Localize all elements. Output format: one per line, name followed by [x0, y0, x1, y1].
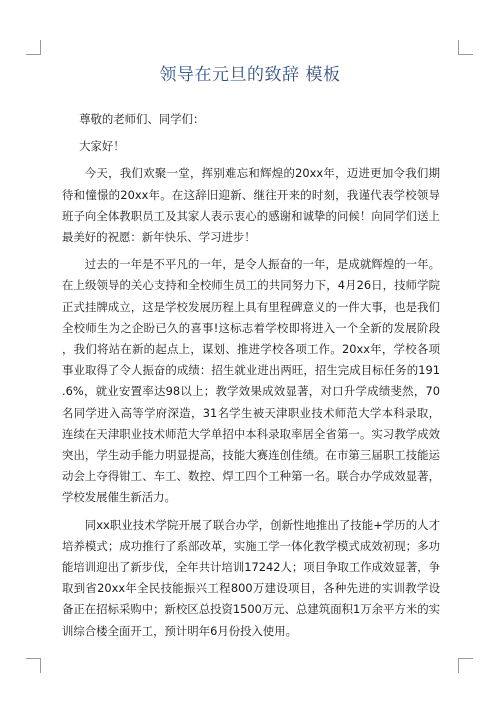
crop-mark-bottom-right [458, 658, 473, 673]
greeting: 大家好！ [79, 139, 125, 154]
document-title: 领导在元旦的致辞 模板 [159, 65, 341, 85]
crop-mark-bottom-left [26, 658, 41, 673]
document-body [62, 109, 440, 642]
crop-mark-top-right [458, 40, 473, 55]
paragraph-2: 过去的一年是不平凡的一年，是令人振奋的一年，是成就辉煌的一年。在上级领导的关心支持和全校师生员工的共同努力下，4月26日，技师学院正式挂牌成立，这是学校发展历程上具有里程碑意义的一件大事，也是我们全校师生为之企盼已久的喜事!这标志着学校即将进入一个全新的发展阶段，我们将站在新的起点上，谋划、推进学校各项工作。20xx年，学校各项事业取得了令人振奋的成绩：招生就业进出两旺，招生完成目标任务的191.6%，就业安置率达98以上；教学效果成效显著，对口升学成绩斐然，70名同学进入高等学府深造，31名学生被天津职业技术师范大学本科录取，连续在天津职业技术师范大学单招中本科录取率居全省第一。实习教学成效突出，学生动手能力明显提高，技能大赛连创佳绩。在市第三届职工技能运动会上夺得钳工、车工、数控、焊工四个工种第一名。联合办学成效显著，学校发展催生新活力。 [62, 257, 440, 505]
paragraph-1: 今天，我们欢聚一堂，挥别难忘和辉煌的20xx年，迈进更加令我们期待和憧憬的20xx年。在这辞旧迎新、继往开来的时刻，我谨代表学校领导班子向全体教职员工及其家人表示衷心的感谢和诚挚的问候！向同学们送上最美好的祝愿：新年快乐、学习进步！ [62, 166, 440, 245]
salutation: 尊敬的老师们、同学们： [79, 112, 205, 126]
crop-mark-top-left [26, 40, 41, 55]
paragraph-3: 同xx职业技术学院开展了联合办学，创新性地推出了技能+学历的人才培养模式；成功推行了系部改革，实施工学一体化教学模式成效初现；多功能培训迎出了新步伐，全年共计培训17242人；项目争取工作成效显著，争取到省20xx年全民技能振兴工程800万建设项目，各种先进的实训教学设备正在招标采购中；新校区总投资1500万元、总建筑面积1万余平方米的实训综合楼全面开工，预计明年6月份投入使用。 [62, 517, 440, 638]
